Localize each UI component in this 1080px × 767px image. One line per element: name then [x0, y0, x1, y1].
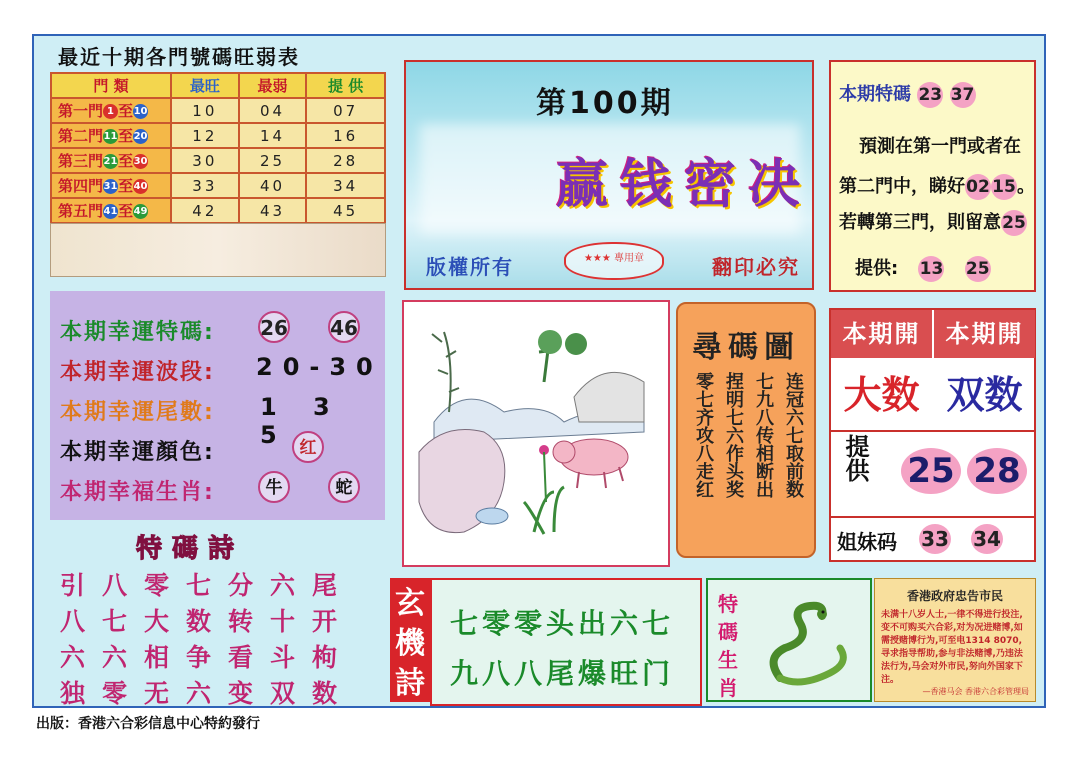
stats-table [50, 72, 386, 224]
lucky-special-value-2: 46 [328, 311, 360, 343]
lucky-wave-value: 20-30 [256, 353, 383, 381]
issue-banner [404, 60, 814, 290]
search-column: 捏明七六作头奖 [723, 372, 744, 498]
provide-label: 提供 [841, 434, 869, 482]
poem-line: 八七大数转十开 [60, 607, 355, 636]
big-number-text: 大数 [843, 373, 920, 417]
row-min: 14 [239, 123, 307, 148]
lucky-zodiac-label: 本期幸福生肖: [60, 480, 215, 505]
header-category: 門 類 [51, 73, 171, 98]
sister-code-2: 34 [971, 524, 1003, 554]
header-offer: 提 供 [306, 73, 385, 98]
special-code-1: 23 [917, 82, 943, 108]
prediction-line-3: 若轉第三門，則留意25 [839, 208, 1027, 236]
row-category: 第一門 1 至10 [51, 98, 171, 123]
lucky-panel [50, 291, 385, 520]
header-max: 最旺 [171, 73, 239, 98]
sister-code-label: 姐妹码 [837, 530, 897, 554]
special-code-panel [829, 60, 1036, 292]
scene-illustration [402, 300, 670, 567]
row-max: 33 [171, 173, 239, 198]
search-column: 零七齐攻八走红 [693, 372, 714, 498]
lucky-special-value-1: 26 [258, 311, 290, 343]
special-code-label: 本期特碼 23 37 [839, 80, 976, 108]
table-row [51, 148, 385, 173]
table-row [51, 198, 385, 223]
poem-title: 特碼詩 [136, 534, 245, 564]
copyright-caption: 版權所有 [426, 255, 514, 279]
row-category: 第二門11至20 [51, 123, 171, 148]
divider [831, 430, 1034, 432]
table-row [51, 98, 385, 123]
special-code-2: 37 [950, 82, 976, 108]
row-min: 43 [239, 198, 307, 223]
mystic-poem-line: 九八八尾爆旺门 [450, 657, 675, 690]
header-min: 最弱 [239, 73, 307, 98]
lucky-tail-label: 本期幸運尾數: [60, 400, 215, 425]
provide-line: 提供: 13 25 [855, 254, 991, 282]
notice-title: 香港政府忠告市民 [906, 589, 1003, 603]
row-offer: 34 [306, 173, 385, 198]
search-column: 七九八传相断出 [753, 372, 774, 498]
poem-line: 独零无六变双数 [60, 679, 355, 708]
poem-line: 引八零七分六尾 [60, 571, 355, 600]
provide-number-1: 25 [901, 448, 961, 494]
search-title: 尋碼圖 [692, 330, 800, 365]
even-number-text: 双数 [946, 373, 1023, 417]
prediction-line-1: 預測在第一門或者在 [859, 136, 1021, 157]
search-column: 连冠六七取前数 [783, 372, 804, 498]
mystic-poem-line: 七零零头出六七 [450, 607, 675, 640]
provide-number-2: 28 [967, 448, 1027, 494]
code-search-panel [676, 302, 816, 558]
lucky-wave-label: 本期幸運波段: [60, 360, 215, 385]
blurred-ad-box [50, 223, 386, 277]
row-category: 第三門21至30 [51, 148, 171, 173]
mystic-poem-box [430, 578, 702, 706]
lucky-tail-value: 1 3 5 [260, 393, 344, 449]
row-max: 10 [171, 98, 239, 123]
table-row [51, 173, 385, 198]
government-notice [874, 578, 1036, 702]
seal-stamp: ★★★ 專用章 [564, 242, 664, 280]
prediction-line-2: 第二門中，睇好02 15。 [839, 172, 1035, 200]
notice-signature: —香港马会 香港六合彩管理局 [922, 687, 1029, 696]
publisher-footer: 出版：香港六合彩信息中心特約發行 [36, 716, 260, 732]
special-zodiac-label: 特碼生肖 [718, 592, 738, 700]
row-max: 12 [171, 123, 239, 148]
row-category: 第四門31至40 [51, 173, 171, 198]
lucky-special-label: 本期幸運特碼: [60, 320, 215, 345]
mystic-poem-label: 玄機詩 [390, 578, 430, 702]
no-reprint-caption: 翻印必究 [712, 255, 800, 279]
special-zodiac-panel [706, 578, 872, 702]
row-max: 42 [171, 198, 239, 223]
row-min: 04 [239, 98, 307, 123]
lucky-zodiac-value-2: 蛇 [328, 471, 360, 503]
poem-line: 六六相争看斗枸 [60, 643, 355, 672]
stats-header-row [51, 73, 385, 98]
lucky-color-value: 红 [292, 431, 324, 463]
row-category: 第五門41至49 [51, 198, 171, 223]
row-min: 40 [239, 173, 307, 198]
divider [831, 516, 1034, 518]
open-header-left: 本期開 [831, 310, 932, 358]
row-offer: 45 [306, 198, 385, 223]
row-offer: 28 [306, 148, 385, 173]
row-min: 25 [239, 148, 307, 173]
row-offer: 07 [306, 98, 385, 123]
row-max: 30 [171, 148, 239, 173]
table-row [51, 123, 385, 148]
snake-icon [760, 598, 860, 688]
open-header-right: 本期開 [934, 310, 1035, 358]
row-offer: 16 [306, 123, 385, 148]
pig-scene-icon [404, 302, 668, 565]
sister-code-1: 33 [919, 524, 951, 554]
big-even-panel [829, 308, 1036, 562]
mystic-poem [390, 578, 698, 702]
notice-body: 未满十八岁人士,一律不得进行投注,变不可购买六合彩,对为况进赌博,如需授赌博行为,可至电1314 8070,寻求指导帮助,参与非法赌博,乃违法法行为,马会对外市民,努向外国家下注。 [881, 610, 1023, 685]
lucky-color-label: 本期幸運顏色: [60, 440, 215, 465]
stats-title: 最近十期各門號碼旺弱表 [58, 45, 300, 69]
lucky-zodiac-value-1: 牛 [258, 471, 290, 503]
main-title: 赢钱密决 [556, 155, 813, 215]
issue-number: 第100期 [536, 86, 674, 121]
